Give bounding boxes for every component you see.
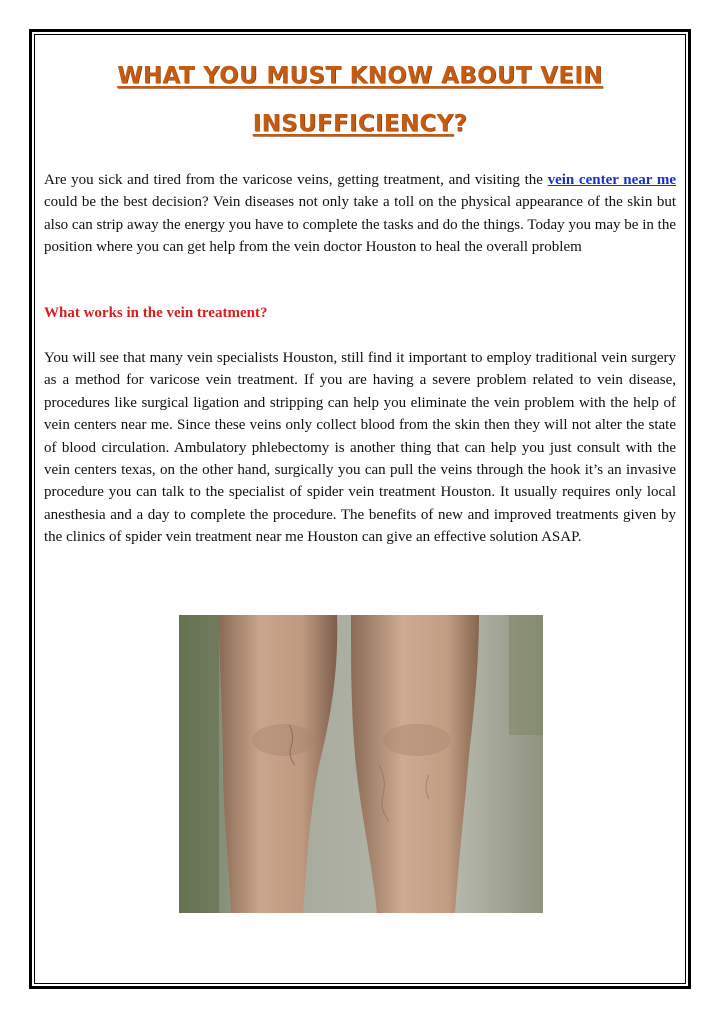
body-paragraph: You will see that many vein specialists Houston, still find it important to employ traditional vein surgery as a method for varicose vein treatment. If you are having a severe problem related to vein disease, procedures like surgical ligation and stripping can help you eliminate the vein problem with the help of vein centers near me. Since these veins only collect blood from the skin then they will not alter the state of blood circulation. Ambulatory phlebectomy is another thing that can help you just consult with the vein centers texas, on the other hand, surgically you can pull the veins through the hook it’s an invasive procedure you can talk to the specialist of spider vein treatment Houston. It usually requires only local anesthesia and a day to complete the procedure. The benefits of new and improved treatments given by the clinics of spider vein treatment near me Houston can give an effective solution ASAP.	[44, 350, 676, 546]
legs-photo-illustration	[179, 615, 543, 913]
title-line-2	[44, 100, 676, 148]
legs-photo	[179, 615, 543, 913]
section-heading: What works in the vein treatment?	[44, 305, 268, 321]
intro-paragraph	[44, 169, 676, 259]
title-question-mark: ?	[453, 111, 468, 137]
intro-text-before-link: Are you sick and tired from the varicose veins, getting treatment, and visiting the	[44, 172, 548, 188]
title-text-1: WHAT YOU MUST KNOW ABOUT VEIN	[117, 63, 603, 89]
intro-text-after-link: could be the best decision? Vein diseases not only take a toll on the physical appearance of the skin but also can strip away the energy you have to complete the tasks and do the things. Today you may be in the position where you can get help from the vein doctor Houston to heal the overall problem	[44, 194, 676, 256]
vein-center-link[interactable]: vein center near me	[547, 172, 677, 188]
title-line-1	[44, 52, 676, 100]
title-text-2: INSUFFICIENCY	[252, 111, 454, 137]
page-title	[44, 52, 676, 148]
